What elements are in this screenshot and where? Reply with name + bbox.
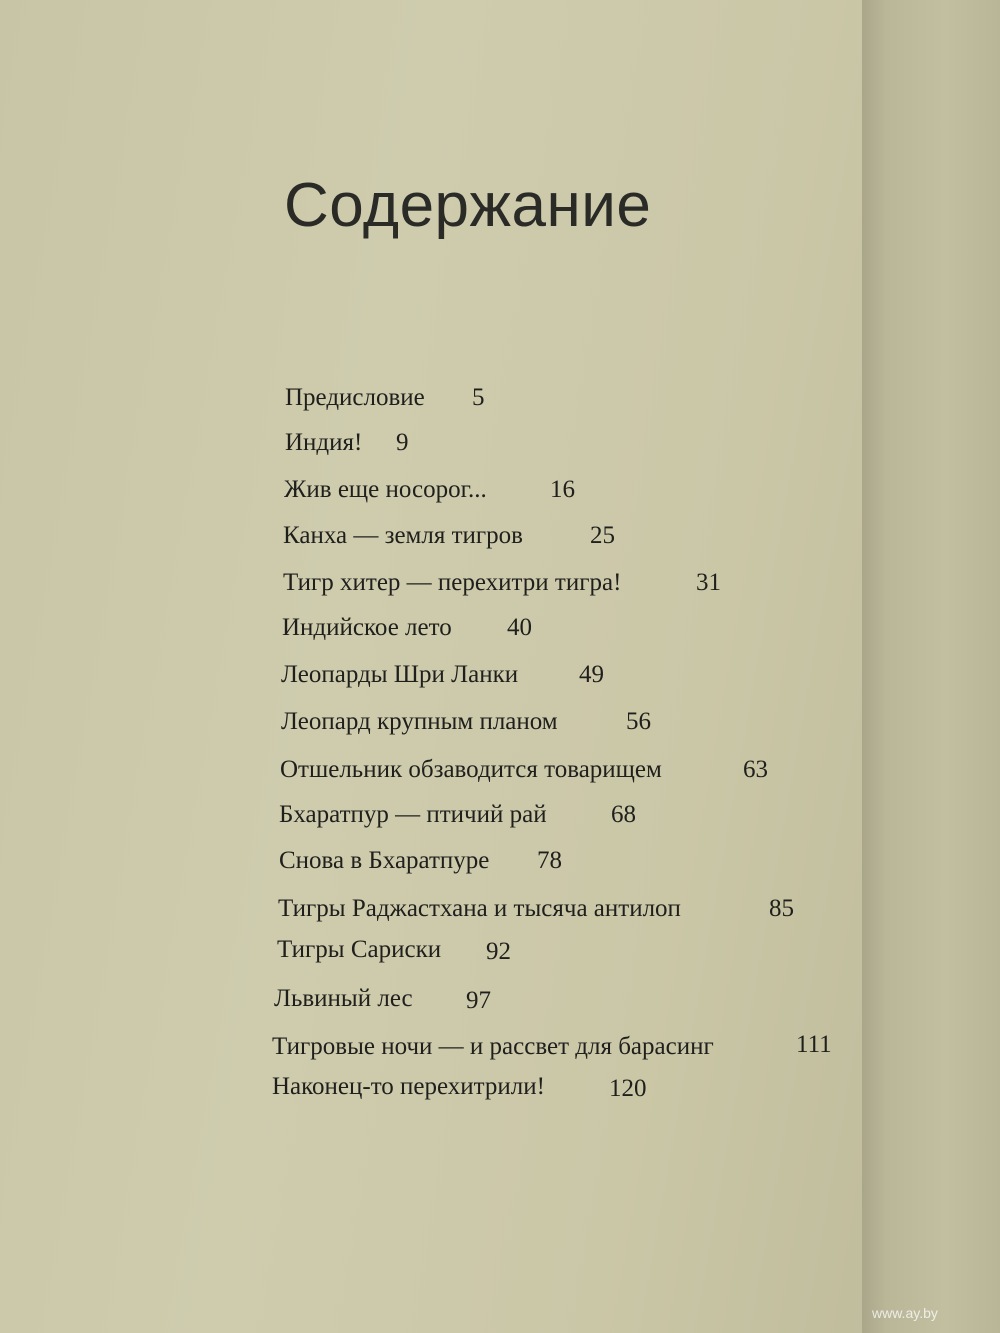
toc-entry-page: 85 [769, 895, 794, 922]
toc-entry-page: 16 [550, 476, 575, 503]
toc-entry-page: 111 [796, 1031, 832, 1058]
toc-entry-page: 31 [696, 569, 721, 596]
toc-entry-page: 56 [626, 708, 651, 735]
toc-entry-page: 9 [396, 429, 409, 456]
toc-entry-title: Снова в Бхаратпуре [279, 847, 490, 874]
toc-entry-page: 49 [579, 661, 604, 688]
toc-entry-title: Тигр хитер — перехитри тигра! [283, 569, 622, 596]
toc-entry-page: 5 [472, 384, 485, 411]
toc-entry-page: 68 [611, 801, 636, 828]
toc-entry-title: Индия! [285, 429, 363, 456]
toc-entry-title: Тигры Раджастхана и тысяча антилоп [278, 895, 681, 922]
toc-entry-page: 92 [486, 938, 511, 965]
toc-entry-title: Индийское лето [282, 614, 452, 641]
toc-entry-title: Тигровые ночи — и рассвет для барасинг [272, 1033, 714, 1060]
toc-entry-page: 63 [743, 756, 768, 783]
toc-entry-page: 97 [466, 987, 491, 1014]
toc-entry-title: Жив еще носорог... [284, 476, 487, 503]
toc-entry-title: Отшельник обзаводится товарищем [280, 756, 662, 783]
toc-entry-page: 40 [507, 614, 532, 641]
toc-entry-title: Канха — земля тигров [283, 522, 523, 549]
watermark: www.ay.by [872, 1305, 938, 1321]
toc-entry-title: Предисловие [285, 384, 425, 411]
toc-entry-page: 78 [537, 847, 562, 874]
adjacent-page-edge [862, 0, 1000, 1333]
toc-entry-page: 120 [609, 1075, 647, 1102]
page-title: Содержание [284, 171, 652, 240]
toc-entry-title: Леопард крупным планом [281, 708, 558, 735]
toc-entry-title: Львиный лес [274, 985, 413, 1012]
toc-entry-title: Леопарды Шри Ланки [281, 661, 519, 688]
toc-entry-title: Тигры Сариски [277, 936, 442, 963]
toc-entry-title: Наконец-то перехитрили! [272, 1073, 545, 1100]
toc-entry-page: 25 [590, 522, 615, 549]
toc-entry-title: Бхаратпур — птичий рай [279, 801, 547, 828]
